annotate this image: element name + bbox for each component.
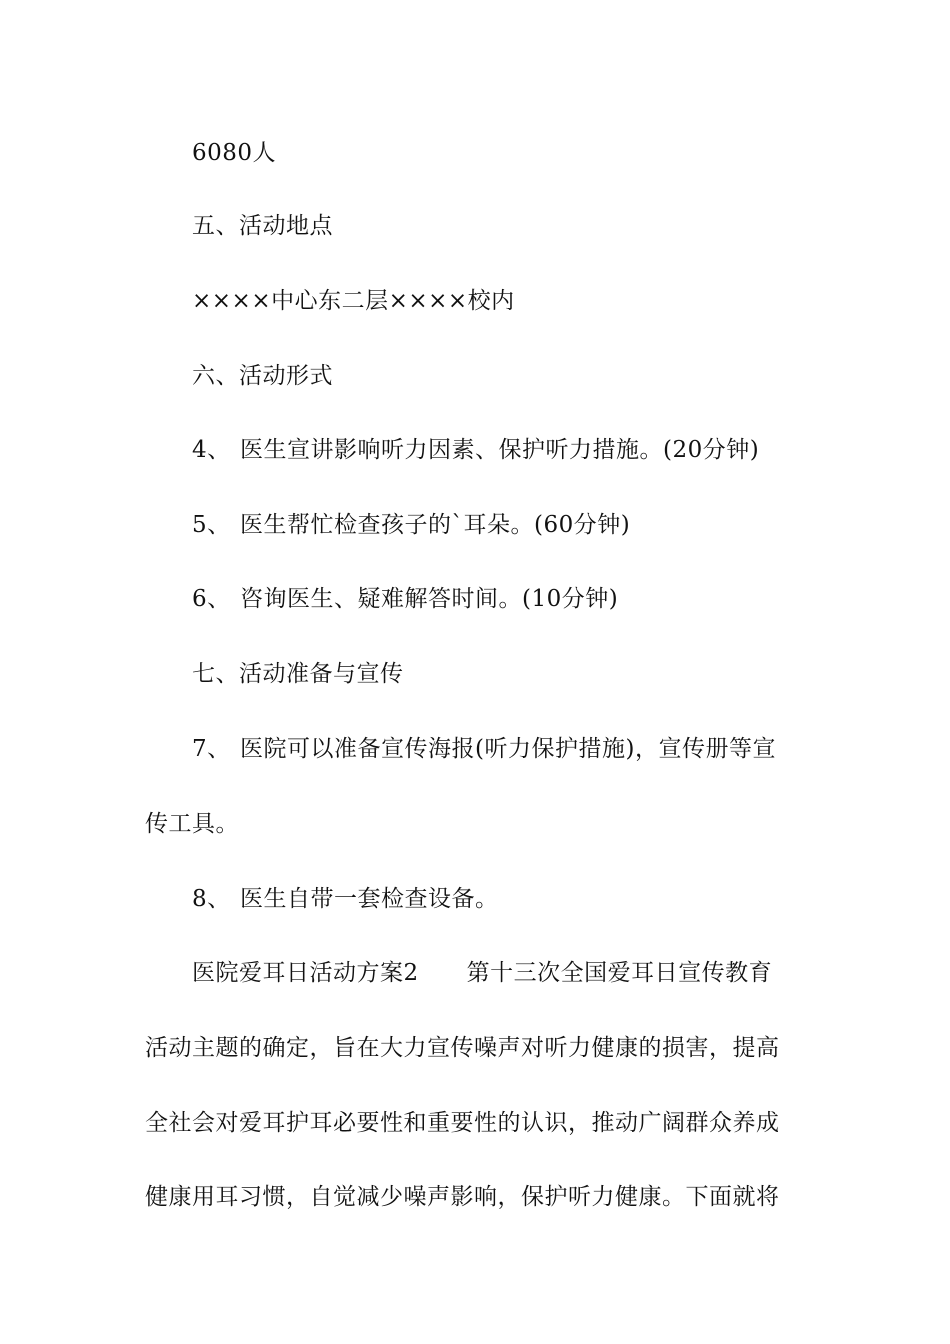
text: 健康用耳习惯，自觉减少噪声影响，保护听力健康。下面就将: [145, 1184, 780, 1210]
list-number: 6、: [192, 586, 231, 612]
text: 六、活动形式: [192, 363, 333, 389]
text: 6080人: [192, 140, 277, 166]
list-item: [192, 584, 618, 614]
list-number: 4、: [192, 437, 231, 463]
text: 七、活动准备与宣传: [192, 661, 404, 687]
text: 医生宣讲影响听力因素、保护听力措施。(20分钟): [240, 437, 760, 463]
text: 五、活动地点: [192, 213, 333, 239]
text: 传工具。: [145, 811, 239, 837]
paragraph-line: [145, 1182, 780, 1212]
paragraph-count: [192, 138, 276, 168]
paragraph-line: [145, 1108, 780, 1138]
heading-preparation: [192, 659, 404, 689]
list-item: [192, 435, 759, 465]
text: 第十三次全国爱耳日宣传教育: [466, 960, 773, 986]
paragraph-location: [192, 286, 515, 316]
text: 医生帮忙检查孩子的`耳朵。(60分钟): [240, 512, 631, 538]
list-number: 7、: [192, 736, 231, 762]
text: 医院可以准备宣传海报(听力保护措施)，宣传册等宣: [240, 736, 776, 762]
list-item: [192, 734, 776, 764]
paragraph-line: [145, 1033, 780, 1063]
section-title-line: [192, 958, 772, 988]
text: ××××中心东二层××××校内: [192, 288, 515, 314]
list-item: [192, 884, 499, 914]
list-item: [192, 510, 630, 540]
list-item-continuation: [145, 809, 239, 839]
list-number: 8、: [192, 886, 231, 912]
text: 医生自带一套检查设备。: [240, 886, 499, 912]
section-title: 医院爱耳日活动方案2: [192, 960, 419, 986]
list-number: 5、: [192, 512, 231, 538]
text: 全社会对爱耳护耳必要性和重要性的认识，推动广阔群众养成: [145, 1110, 780, 1136]
heading-location: [192, 211, 333, 241]
text: 活动主题的确定，旨在大力宣传噪声对听力健康的损害，提高: [145, 1035, 780, 1061]
text: 咨询医生、疑难解答时间。(10分钟): [240, 586, 619, 612]
heading-format: [192, 361, 333, 391]
